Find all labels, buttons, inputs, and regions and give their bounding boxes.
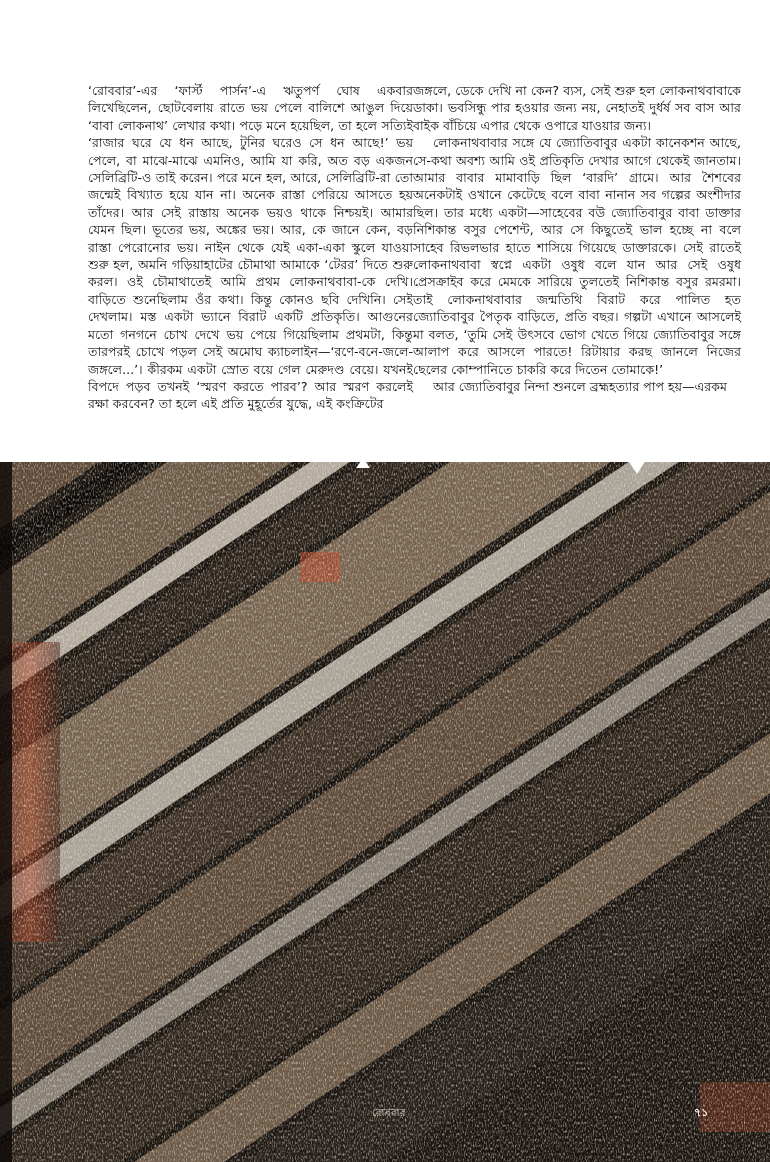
article-paragraph: আর জ্যোতিবাবুর নিন্দা শুনলে ব্রহ্মহত্যার পাপ হয়—এরকম — [433, 378, 727, 394]
article-paragraph: জঙ্গলে, ডেকে দেখি না কেন? ব্যস, সেই শুরু হল লোকনাথবাবাকে ডাকা। ভবসিন্ধু পার হওয়ার জন্য নয়, নেহাতই দুর্ধর্ষ সব বাস আর বাইক বাঁচিয়ে এপার থেকে ওপারে যাওয়ার জন্য। — [413, 83, 741, 133]
torn-edge-notch — [628, 460, 646, 474]
page-number: ৭১ — [694, 1106, 709, 1119]
article-paragraph: লোকনাথবাবার সঙ্গে যে জ্যোতিবাবুর একটা কানেকশন আছে, সে-কথা অবশ্য আমি ওই প্রতিকৃতি দেখার আগে থেকেই জানতাম। আমার বাবার মামাবাড়ি ছিল ‘বারদি’ গ্রামে। আর শৈশবের অনেকটাই ওখানে কেটেছে বলে বাবা নানান সব গল্পের অংশীদার ছিল। তার মধ্যে একটা—সাহেবের বউ জ্যোতিবাবুর বাবা ডাক্তার নিশিকান্ত বসুর পেশেন্ট, আর সে কিছুতেই ভাল হচ্ছে না বলে সাহেব রিভলভার হাতে শাসিয়ে গিয়েছে ডাক্তারকে। সেই রাতেই লোকনাথবাবা স্বপ্নে একটা ওষুধ বলে যান আর সেই ওষুধ প্রেসক্রাইব করে মেমকে সারিয়ে তুলতেই নিশিকান্ত বসুর রমরমা। তাই লোকনাথবাবার জন্মতিথি বিরাট করে পালিত হত জ্যোতিবাবুর পৈতৃক বাড়িতে, প্রতি বছর। গল্পটা এখানে আসলেই মা বলত, ‘তুমি সেই উৎসবে ভোগ খেতে গিয়ে জ্যোতিবাবুর সঙ্গে আলাপ করে আসলে পারতে! রিটায়ার করছ জানলে নিজের ছেলের কোম্পানিতে চাকরি করে দিতেন তোমাকে!’ — [413, 135, 741, 377]
textured-wall-photo — [0, 462, 770, 1162]
left-shadow-edge — [0, 462, 12, 1162]
torn-edge-notch — [356, 458, 370, 468]
article-column-left — [88, 82, 413, 413]
article-text-area — [0, 0, 770, 462]
article-paragraph: ‘রোববার’-এর ‘ফার্স্ট পার্সন’-এ ঋতুপর্ণ ঘোষ একবার লিখেছিলেন, ছোটবেলায় রাতে ভয় পেলে বালিশে আঙুল দিয়ে ‘বাবা লোকনাথ’ লেখার কথা। পড়ে মনে হয়েছিল, তা হলে সত্যিই ‘রাজার ঘরে যে ধন আছে, টুনির ঘরেও সে ধন আছে!’ ভয় পেলে, বা মাঝে-মাঝে এমনিও, আমি যা করি, অত বড় একজন সেলিব্রিটি-ও তাই করেন। পরে মনে হল, আরে, সেলিব্রিটি-রা তো জন্মেই বিখ্যাত হয়ে যান না। অনেক রাস্তা পেরিয়ে আসতে হয় তাঁদের। আর সেই রাস্তায় অনেক ভয়ও থাকে নিশ্চয়ই। আমার যেমন ছিল। ভূতের ভয়, অঙ্কের ভয়। আর, কে জানে কেন, বড় রাস্তা পেরোনোর ভয়। নাইন থেকে যেই একা-একা স্কুলে যাওয়া শুরু হল, অমনি গড়িয়াহাটের চৌমাথা আমাকে ‘টেরর’ দিতে শুরু করল। ওই চৌমাথাতেই আমি প্রথম লোকনাথবাবা-কে দেখি। বাড়িতে শুনেছিলাম ওঁর কথা। কিন্তু কোনও ছবি দেখিনি। সেই দেখলাম। মস্ত একটা ভ্যানে বিরাট একটি প্রতিকৃতি। আগুনের মতো গনগনে চোখ দেখে ভয় পেয়ে গিয়েছিলাম প্রথমটা, কিন্তু তারপরই চোখে পড়ল সেই অমোঘ ক্যাচলাইন—‘রণে-বনে-জলে-জঙ্গলে...’। কীরকম একটা স্রোত বয়ে গেল মেরুদণ্ড বেয়ে। যখনই বিপদে পড়ব তখনই ‘স্মরণ করতে পারব’? আর স্মরণ করলেই রক্ষা করবেন? তা হলে এই প্রতি মুহূর্তের যুদ্ধে, এই কংক্রিটের — [88, 83, 413, 412]
magazine-name: রোববার — [372, 1108, 406, 1119]
article-column-right — [413, 82, 741, 395]
